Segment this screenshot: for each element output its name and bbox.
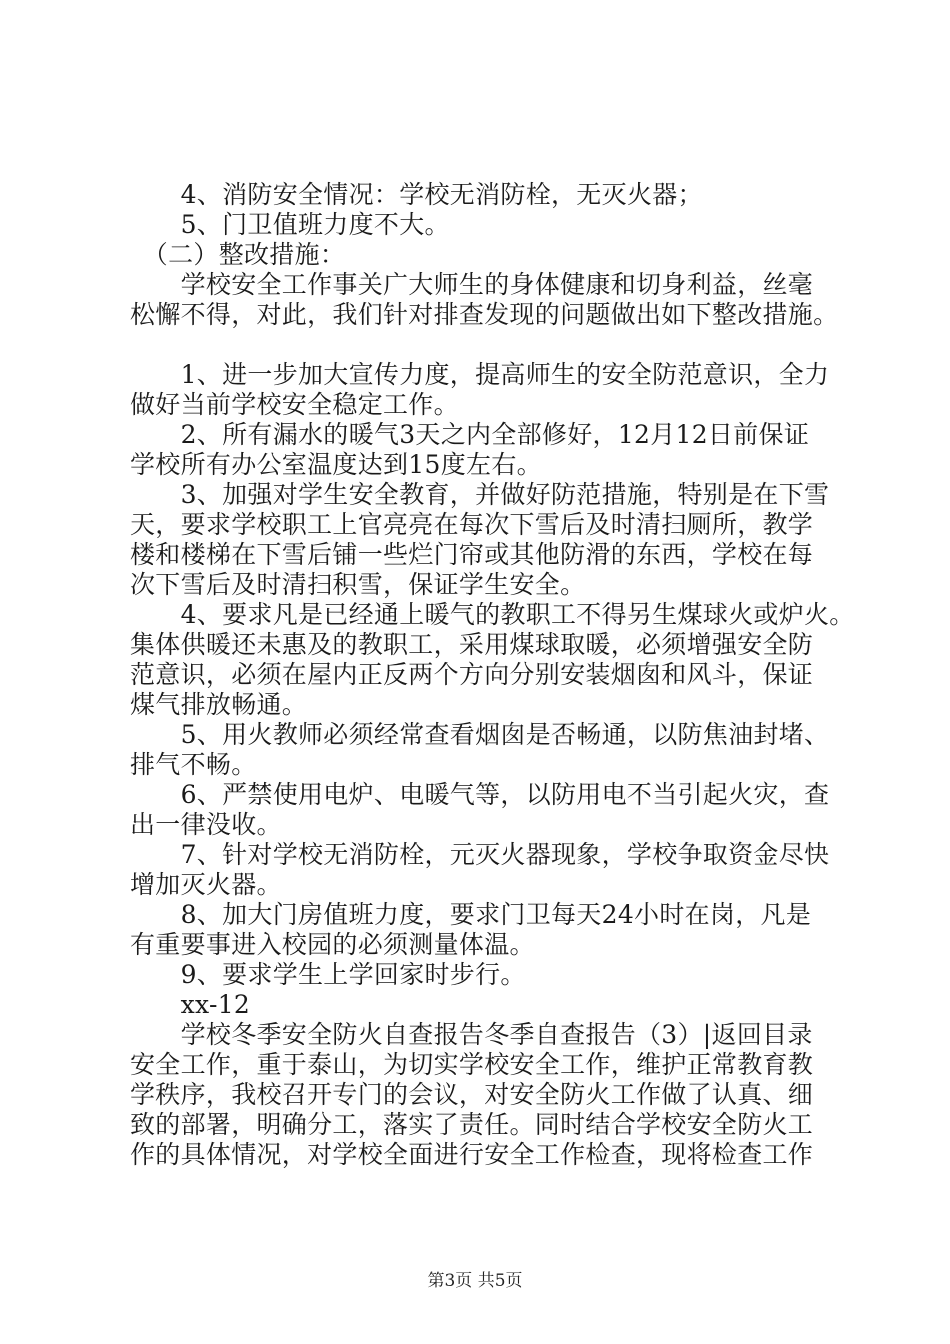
text-line: 5、用火教师必须经常查看烟囱是否畅通，以防焦油封堵、 <box>130 720 830 749</box>
text-line: 天，要求学校职工上官亮亮在每次下雪后及时清扫厕所，教学 <box>130 510 814 539</box>
text-line: 学校所有办公室温度达到15度左右。 <box>130 450 542 479</box>
text-line: 次下雪后及时清扫积雪，保证学生安全。 <box>130 570 586 599</box>
text-line: 6、严禁使用电炉、电暖气等，以防用电不当引起火灾，查 <box>130 780 830 809</box>
page-footer: 第3页 共5页 <box>427 1271 523 1291</box>
text-line: 5、门卫值班力度不大。 <box>130 210 450 239</box>
text-line: 2、所有漏水的暖气3天之内全部修好，12月12日前保证 <box>130 420 810 449</box>
text-line: 出一律没收。 <box>130 810 282 839</box>
text-line: 3、加强对学生安全教育，并做好防范措施，特别是在下雪 <box>130 480 830 509</box>
text-line: 8、加大门房值班力度，要求门卫每天24小时在岗，凡是 <box>130 900 812 929</box>
text-line: 范意识，必须在屋内正反两个方向分别安装烟囱和风斗，保证 <box>130 660 814 689</box>
text-line: 有重要事进入校园的必须测量体温。 <box>130 930 535 959</box>
text-line: 学校安全工作事关广大师生的身体健康和切身利益，丝毫 <box>130 270 814 299</box>
text-line: 9、要求学生上学回家时步行。 <box>130 960 526 989</box>
blank-line <box>130 330 840 360</box>
text-line: 排气不畅。 <box>130 750 257 779</box>
text-line: xx-12 <box>130 990 251 1019</box>
text-line: 4、要求凡是已经通上暖气的教职工不得另生煤球火或炉火。 <box>130 600 855 629</box>
document-body <box>130 180 855 1170</box>
text-line: 安全工作，重于泰山，为切实学校安全工作，维护正常教育教 <box>130 1050 814 1079</box>
text-line: 致的部署，明确分工，落实了责任。同时结合学校安全防火工 <box>130 1110 814 1139</box>
text-line: 7、针对学校无消防栓，元灭火器现象，学校争取资金尽快 <box>130 840 830 869</box>
text-line: 做好当前学校安全稳定工作。 <box>130 390 459 419</box>
text-line: 4、消防安全情况：学校无消防栓，无灭火器； <box>130 180 703 209</box>
text-line: 楼和楼梯在下雪后铺一些烂门帘或其他防滑的东西，学校在每 <box>130 540 814 569</box>
text-line: 学秩序，我校召开专门的会议，对安全防火工作做了认真、细 <box>130 1080 814 1109</box>
text-line: 1、进一步加大宣传力度，提高师生的安全防范意识，全力 <box>130 360 830 389</box>
text-line: 松懈不得，对此，我们针对排查发现的问题做出如下整改措施。 <box>130 300 839 329</box>
text-line: 增加灭火器。 <box>130 870 282 899</box>
text-line: （二）整改措施： <box>130 240 346 269</box>
text-line: 煤气排放畅通。 <box>130 690 308 719</box>
text-line: 学校冬季安全防火自查报告冬季自查报告（3）|返回目录 <box>130 1020 813 1049</box>
text-line: 作的具体情况，对学校全面进行安全工作检查，现将检查工作 <box>130 1140 814 1169</box>
text-line: 集体供暖还未惠及的教职工，采用煤球取暖，必须增强安全防 <box>130 630 814 659</box>
